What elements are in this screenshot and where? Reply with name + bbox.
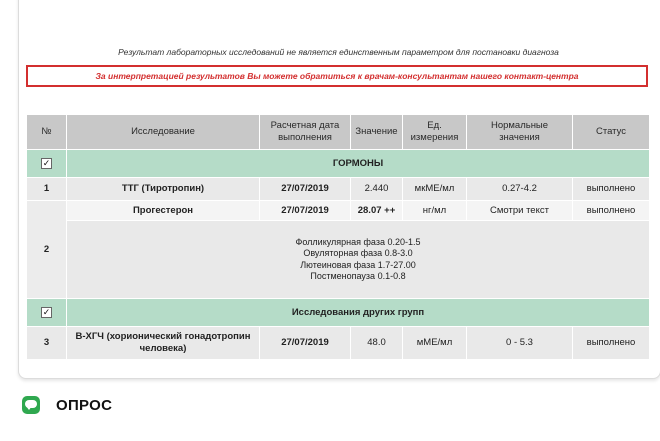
- row-test-name: В-ХГЧ (хорионический гонадотропин человека): [67, 327, 260, 360]
- col-norm: Нормальные значения: [467, 115, 573, 150]
- chat-bubble-icon: [22, 396, 40, 414]
- row-date: 27/07/2019: [260, 201, 351, 221]
- disclaimer-text: Результат лабораторных исследований не является единственным параметром для постановки диагноза: [118, 47, 559, 57]
- row-status: выполнено: [573, 201, 650, 221]
- row-unit: мкМЕ/мл: [403, 178, 467, 201]
- row-norm: Смотри текст: [467, 201, 573, 221]
- survey-section[interactable]: [22, 394, 112, 416]
- col-date: Расчетная дата выполнения: [260, 115, 351, 150]
- row-date: 27/07/2019: [260, 327, 351, 360]
- col-value: Значение: [351, 115, 403, 150]
- row-number: 3: [27, 327, 67, 360]
- range-line: Лютеиновая фаза 1.7-27.00: [300, 259, 416, 270]
- row-date: 27/07/2019: [260, 178, 351, 201]
- group-title: ГОРМОНЫ: [67, 150, 650, 178]
- row-value: 2.440: [351, 178, 403, 201]
- results-table: [26, 114, 650, 360]
- row-number: 1: [27, 178, 67, 201]
- row-test-name: ТТГ (Тиротропин): [67, 178, 260, 201]
- reference-ranges: [67, 221, 650, 299]
- table-row: [27, 327, 650, 360]
- table-row: [27, 178, 650, 201]
- row-unit: нг/мл: [403, 201, 467, 221]
- row-number: 2: [27, 201, 67, 299]
- group-checkbox-other[interactable]: ✓: [42, 306, 51, 317]
- row-test-name: Прогестерон: [67, 201, 260, 221]
- row-norm: 0.27-4.2: [467, 178, 573, 201]
- group-checkbox-hormones[interactable]: ✓: [42, 157, 51, 168]
- row-value: 28.07 ++: [351, 201, 403, 221]
- range-line: Фолликулярная фаза 0.20-1.5: [295, 237, 421, 247]
- row-unit: мМЕ/мл: [403, 327, 467, 360]
- col-unit: Ед. измерения: [403, 115, 467, 150]
- group-row-hormones: [27, 150, 650, 178]
- row-value: 48.0: [351, 327, 403, 360]
- table-row-detail: [27, 221, 650, 299]
- table-row: [27, 201, 650, 221]
- col-number: №: [27, 115, 67, 150]
- col-status: Статус: [573, 115, 650, 150]
- table-header-row: [27, 115, 650, 150]
- row-status: выполнено: [573, 178, 650, 201]
- contact-center-notice: За интерпретацией результатов Вы можете обратиться к врачам-консультантам нашего контакт-центра: [26, 65, 648, 87]
- row-norm: 0 - 5.3: [467, 327, 573, 360]
- group-row-other: [27, 299, 650, 327]
- range-line: Овуляторная фаза 0.8-3.0: [303, 248, 413, 259]
- row-status: выполнено: [573, 327, 650, 360]
- range-line: Постменопауза 0.1-0.8: [310, 270, 406, 281]
- col-test: Исследование: [67, 115, 260, 150]
- group-title: Исследования других групп: [67, 299, 650, 327]
- survey-title[interactable]: ОПРОС: [56, 396, 113, 414]
